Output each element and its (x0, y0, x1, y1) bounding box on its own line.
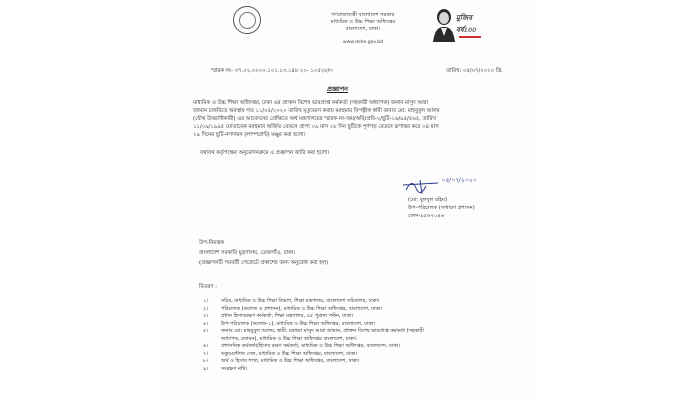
body-line-5: ২৯ দিনের ছুটি-নগদায়ন (লাম্পগ্রান্ট) মঞ্জুর করা হলো। (193, 132, 306, 138)
list-item: ৫। জনাব মো: মাহবুবুল আলম, স্বামী: মরহুমা মাসুদ আরা জামান, প্রাক্তন বিশেষ ভারপ্রাপ্ত কর্মকর্তা (সহকারী (203, 328, 424, 334)
distribution-heading: বিতরণ : (199, 284, 218, 290)
signer-name: (মো: বুলবুল রহিম) (408, 197, 448, 203)
list-item: ৮। অর্থ ও হিসাব শাখা, মাধ্যমিক ও উচ্চ শিক্ষা অধিদপ্তর, বাংলাদেশ, ঢাকা। (203, 358, 360, 364)
distribution-list (203, 298, 533, 373)
page-title: প্রজ্ঞাপন (327, 85, 348, 93)
body-line-4: ১১/০৯/১৯৯৫ মোতাবেক মরহুমার অর্জিত বেতনে প্রাপ্য ০৯ মাস ২৮ দিন ছুটিকে পূর্ণগড় বেতনে রূপান্তর করে ০৪ মাস (193, 124, 439, 130)
header-line-2: মাধ্যমিক ও উচ্চ শিক্ষা অধিদপ্তর (330, 19, 396, 25)
list-item: ৬। প্রশাসনিক কর্মকর্তা/হিসাব রক্ষণ কর্মকর্তা, মাধ্যমিক ও উচ্চ শিক্ষা অধিদপ্তর, বাংলাদেশ, ঢাকা। (203, 343, 400, 349)
mujib-year-logo: মুজিব বর্ষ100 (456, 14, 477, 34)
signer-phone: ফোন-৯৫৬৭০৪৬ (408, 213, 444, 219)
list-item: ৭। ডকুমেন্টেশন সেল, মাধ্যমিক ও উচ্চ শিক্ষা অধিদপ্তর, বাংলাদেশ, ঢাকা। (203, 350, 358, 357)
body-line-3: (যৌথ উত্তরাধিকারী) এর আবেদনের প্রেক্ষিতে অর্থ মন্ত্রণালয়ের স্মারক নং-অম/অবি/প্রবি-২/ছুটি-১৬/৯৫/৫৬৫, তারিখ (193, 116, 436, 122)
list-item: ১। সচিব, মাধ্যমিক ও উচ্চ শিক্ষা বিভাগ, শিক্ষা মন্ত্রণালয়, বাংলাদেশ সচিবালয়, ঢাকা। (203, 298, 380, 304)
list-item: ৩। প্রধান হিসাবরক্ষণ কর্মকর্তা, শিক্ষা মন্ত্রণালয়, ৪৫ পুরানা পল্টন, ঢাকা। (203, 313, 354, 319)
list-item: ৪। উপ-পরিচালক (কলেজ-১), মাধ্যমিক ও উচ্চ শিক্ষা অধিদপ্তর, বাংলাদেশ, ঢাকা। (203, 320, 376, 327)
recipient-line-1: উপ-নিয়ন্ত্রক (199, 240, 224, 246)
header-line-1: গণপ্রজাতন্ত্রী বাংলাদেশ সরকার (331, 12, 395, 18)
recipient-line-2: বাংলাদেশ সরকারি মুদ্রণালয়, তেজগাঁও, ঢাকা। (199, 250, 296, 256)
signature-handwritten-date: ০৫/০৭/২০২০ (441, 177, 477, 184)
list-item: ২। পরিচালক (কলেজ ও প্রশাসন), মাধ্যমিক ও উচ্চ শিক্ষা অধিদপ্তর, বাংলাদেশ, ঢাকা। (203, 305, 383, 312)
signer-designation: উপ-পরিচালক (সাধারণ প্রশাসন) (408, 205, 475, 211)
government-seal-icon (233, 6, 261, 34)
header-line-3: বাংলাদেশ, ঢাকা। (345, 26, 381, 32)
portrait-icon (431, 6, 457, 42)
approval-text: যথাযথ কর্তৃপক্ষের অনুমোদনক্রমে এ প্রজ্ঞাপন জারি করা হলো। (200, 150, 330, 156)
memo-date: তারিখ: ০৫/০৭/২০২০ খ্রি. (446, 68, 503, 74)
list-item: অধ্যাপক, রসায়ন), মাধ্যমিক ও উচ্চ শিক্ষা অধিদপ্তর বাংলাদেশ, ঢাকা। (221, 335, 357, 342)
recipient-line-3: (প্রজ্ঞাপনটি পরবর্তী গেজেটে প্রকাশের জন্য অনুরোধ করা হল) (199, 260, 329, 266)
logo-underline (459, 36, 481, 38)
header-website: www.dshe.gov.bd (342, 40, 384, 45)
body-line-1: মাধ্যমিক ও উচ্চ শিক্ষা অধিদপ্তর, ঢাকা এর প্রাক্তন বিশেষ ভারপ্রাপ্ত কর্মকর্তা (সহকারী অধ্যাপক) জনাব মাসুদ আরা (193, 100, 429, 106)
list-item: ৯। সংরক্ষণ নথি। (203, 365, 248, 372)
body-line-2: জামান চাকরিতে অবস্থায় গত ১১/০৫/২০২০ তারিখ মৃত্যুবরণ করায় মরহুমার বিপত্নীক স্বামী জনাব মো: মাহবুবুল আলম (193, 108, 440, 114)
document-page (163, 0, 537, 400)
memo-reference: স্মারক নং- ৩৭.০২.০০০০.১০১.১৩.১৪৮.২০- ১০৫২৮/৩ (211, 68, 333, 74)
